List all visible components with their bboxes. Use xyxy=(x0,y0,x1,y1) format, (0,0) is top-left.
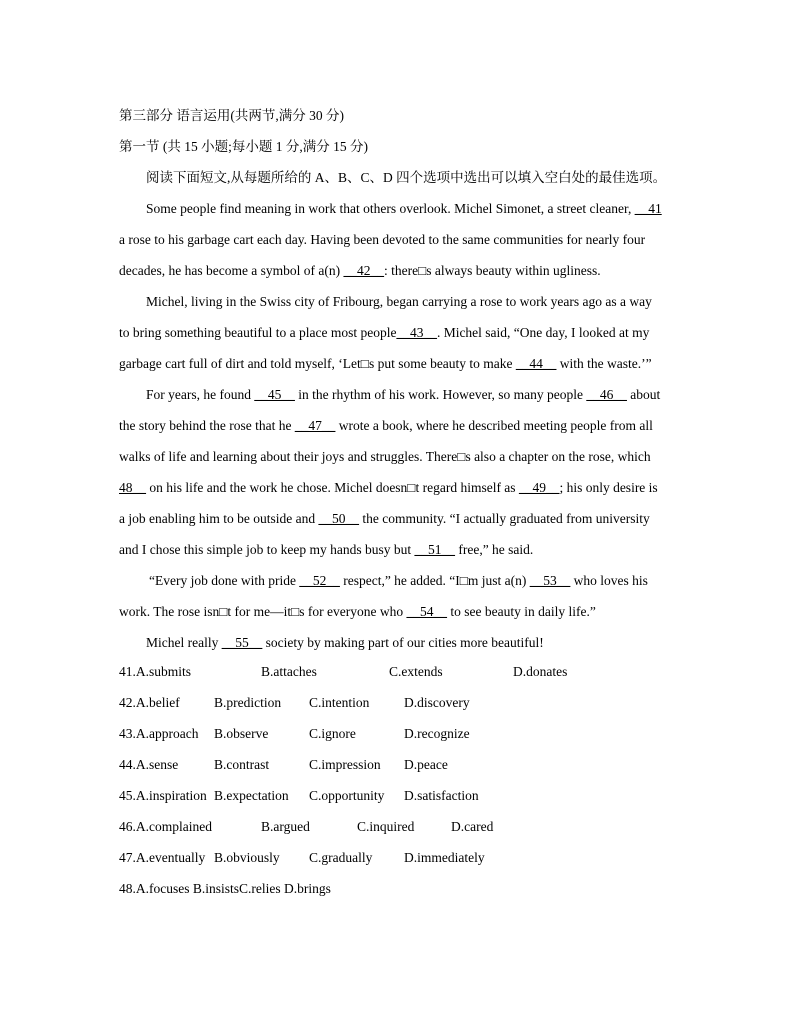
option: B.prediction xyxy=(214,695,282,710)
option: D.satisfaction xyxy=(404,788,479,803)
blank-48: 48__ xyxy=(119,480,146,495)
passage-line: decades, he has become a symbol of a(n) __42__: there□s always beauty within ugliness. xyxy=(119,263,601,278)
option: 46.A.complained xyxy=(119,819,212,834)
option: B.expectation xyxy=(214,788,289,803)
blank-46: __46__ xyxy=(586,387,627,402)
passage-line: walks of life and learning about their joys and struggles. There□s also a chapter on the rose, which xyxy=(119,449,651,464)
option: 45.A.inspiration xyxy=(119,788,207,803)
option: D.peace xyxy=(404,757,448,772)
blank-45: __45__ xyxy=(254,387,295,402)
option: D.recognize xyxy=(404,726,470,741)
blank-52: __52__ xyxy=(299,573,340,588)
blank-43: __43__ xyxy=(396,325,437,340)
passage-line: Michel really __55__ society by making part of our cities more beautiful! xyxy=(146,635,544,650)
blank-54: __54__ xyxy=(406,604,447,619)
option: C.gradually xyxy=(309,850,373,865)
option-line: 48.A.focuses B.insistsC.relies D.brings xyxy=(119,881,331,896)
passage-line: garbage cart full of dirt and told myself, ‘Let□s put some beauty to make __44__ with the waste.’” xyxy=(119,356,652,371)
blank-53: __53__ xyxy=(529,573,571,588)
option: B.obviously xyxy=(214,850,280,865)
section-heading: 第一节 (共 15 小题;每小题 1 分,满分 15 分) xyxy=(119,139,368,154)
option: 41.A.submits xyxy=(119,664,192,679)
option: D.discovery xyxy=(404,695,470,710)
part-heading: 第三部分 语言运用(共两节,满分 30 分) xyxy=(119,108,344,123)
passage-line: the story behind the rose that he __47__ wrote a book, where he described meeting people from all xyxy=(119,418,653,433)
passage-line: a rose to his garbage cart each day. Having been devoted to the same communities for nearly four xyxy=(119,232,646,247)
blank-41: __41 xyxy=(634,201,662,216)
blank-47: __47__ xyxy=(294,418,336,433)
passage-line: Michel, living in the Swiss city of Fribourg, began carrying a rose to work years ago as a way xyxy=(146,294,652,309)
blank-55: __55__ xyxy=(221,635,263,650)
option: 47.A.eventually xyxy=(119,850,206,865)
option: B.observe xyxy=(214,726,269,741)
instruction: 阅读下面短文,从每题所给的 A、B、C、D 四个选项中选出可以填入空白处的最佳选项。 xyxy=(146,170,667,185)
blank-44: __44__ xyxy=(515,356,557,371)
passage-line: to bring something beautiful to a place most people__43__. Michel said, “One day, I looked at my xyxy=(119,325,650,340)
option: C.impression xyxy=(309,757,381,772)
option: D.immediately xyxy=(404,850,485,865)
passage-line: 48__ on his life and the work he chose. Michel doesn□t regard himself as __49__; his only desire is xyxy=(119,480,658,495)
passage-line: “Every job done with pride __52__ respect,” he added. “I□m just a(n) __53__ who loves his xyxy=(149,573,648,588)
option: C.ignore xyxy=(309,726,356,741)
passage-line: work. The rose isn□t for me—it□s for everyone who __54__ to see beauty in daily life.” xyxy=(119,604,596,619)
passage-line: Some people find meaning in work that others overlook. Michel Simonet, a street cleaner, __41 xyxy=(146,201,662,216)
option: 44.A.sense xyxy=(119,757,179,772)
option: C.inquired xyxy=(357,819,415,834)
option: B.contrast xyxy=(214,757,270,772)
option: 43.A.approach xyxy=(119,726,199,741)
option: C.opportunity xyxy=(309,788,385,803)
option: B.attaches xyxy=(261,664,317,679)
passage-line: For years, he found __45__ in the rhythm of his work. However, so many people __46__ about xyxy=(146,387,661,402)
blank-50: __50__ xyxy=(318,511,359,526)
option: B.argued xyxy=(261,819,310,834)
option: D.donates xyxy=(513,664,568,679)
passage-line: and I chose this simple job to keep my hands busy but __51__ free,” he said. xyxy=(119,542,534,557)
option: C.intention xyxy=(309,695,370,710)
blank-49: __49__ xyxy=(518,480,560,495)
blank-51: __51__ xyxy=(414,542,455,557)
passage-line: a job enabling him to be outside and __50__ the community. “I actually graduated from university xyxy=(119,511,650,526)
blank-42: __42__ xyxy=(343,263,385,278)
option: D.cared xyxy=(451,819,494,834)
option: 42.A.belief xyxy=(119,695,180,710)
option: C.extends xyxy=(389,664,443,679)
